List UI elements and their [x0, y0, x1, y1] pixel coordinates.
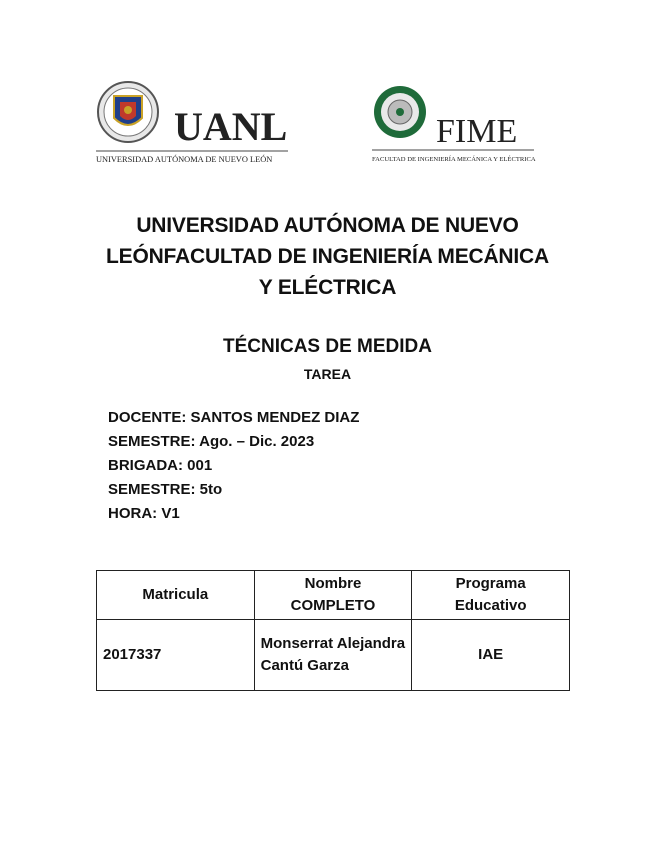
cell-programa: IAE: [412, 620, 570, 691]
table-row: [97, 620, 570, 691]
header-programa: Programa Educativo: [412, 571, 570, 620]
cell-matricula: 2017337: [97, 620, 255, 691]
cell-nombre: Monserrat Alejandra Cantú Garza: [254, 620, 412, 691]
info-hora: HORA: V1: [108, 505, 180, 522]
title-line-2: LEÓNFACULTAD DE INGENIERÍA MECÁNICA: [106, 245, 549, 268]
header-matricula: Matricula: [97, 571, 255, 620]
fime-caption: FACULTAD DE INGENIERÍA MECÁNICA Y ELÉCTRICA: [372, 156, 536, 163]
title-line-3: Y ELÉCTRICA: [258, 276, 397, 299]
header-nombre: Nombre COMPLETO: [254, 571, 412, 620]
uanl-logo: [96, 72, 296, 172]
assignment-label: TAREA: [303, 366, 352, 382]
fime-wordmark: FIME: [436, 113, 518, 150]
fime-logo: [372, 80, 536, 170]
uanl-caption: UNIVERSIDAD AUTÓNOMA DE NUEVO LEÓN: [96, 155, 273, 164]
uanl-wordmark: UANL: [174, 104, 288, 149]
title-line-1: UNIVERSIDAD AUTÓNOMA DE NUEVO: [136, 214, 519, 237]
institution-title: [60, 210, 595, 303]
info-semestre: SEMESTRE: 5to: [108, 481, 223, 498]
course-info: [108, 406, 359, 526]
info-semestre-periodo: SEMESTRE: Ago. – Dic. 2023: [108, 433, 315, 450]
student-table: [96, 570, 570, 691]
header-logos: [96, 72, 556, 172]
info-docente: DOCENTE: SANTOS MENDEZ DIAZ: [108, 409, 360, 426]
subject-title: TÉCNICAS DE MEDIDA: [222, 336, 432, 357]
info-brigada: BRIGADA: 001: [108, 457, 213, 474]
table-header-row: [97, 571, 570, 620]
